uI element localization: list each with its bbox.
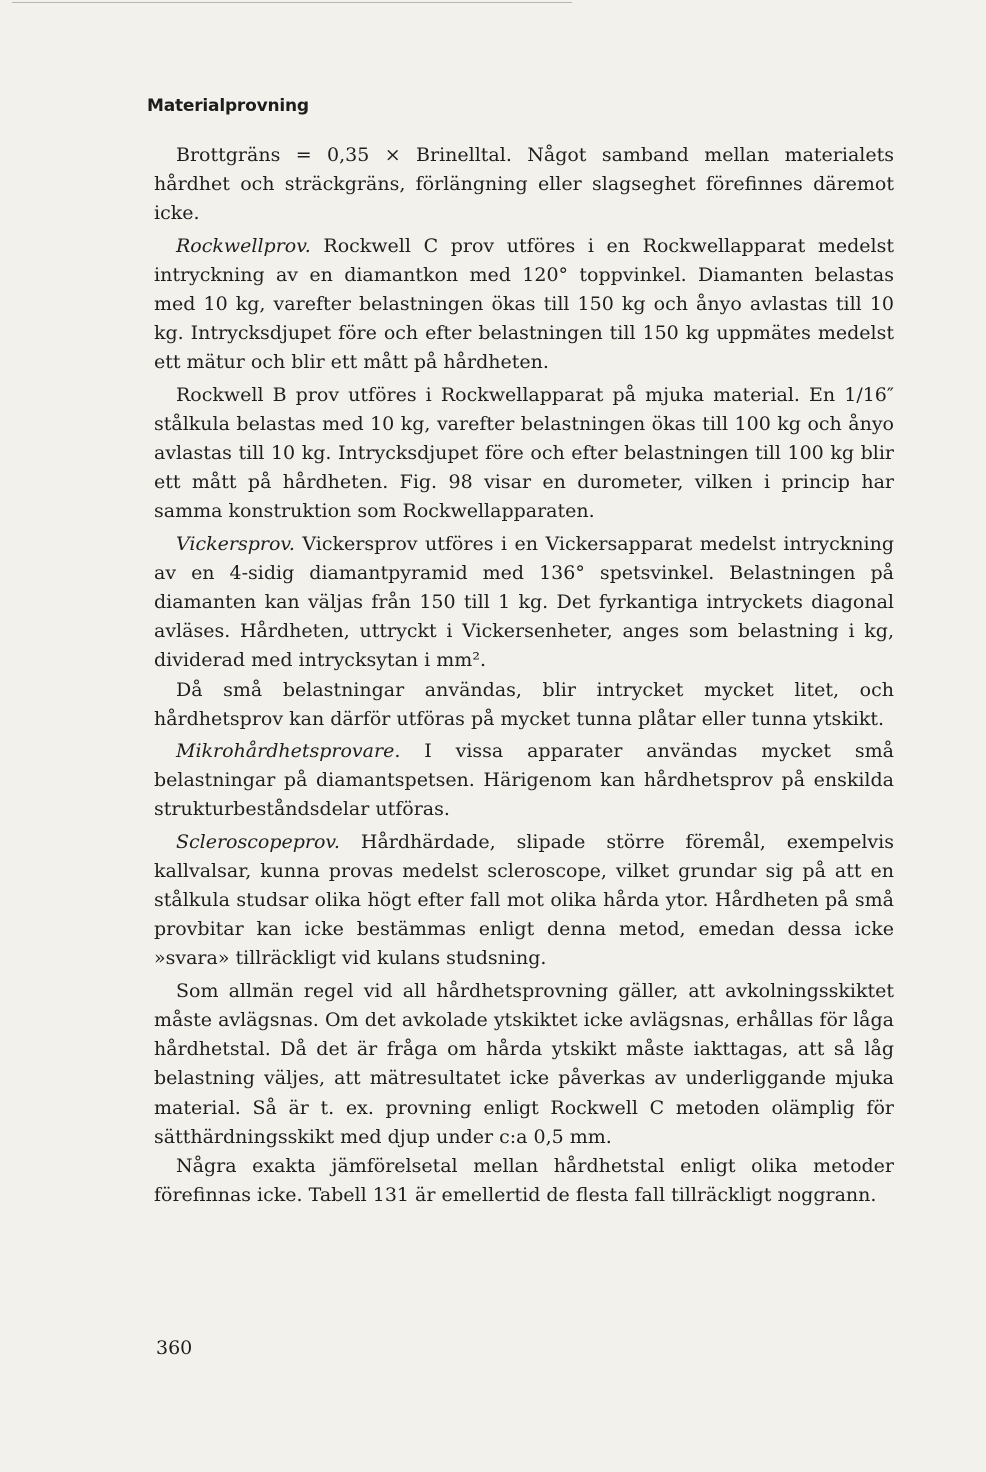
paragraph [154, 737, 894, 825]
paragraph-text: Som allmän regel vid all hårdhetsprovning gäller, att avkolningsskiktet måste avlägsnas. Om det avkolade ytskiktet icke avlägsnas, erhållas för låga hårdhetstal. Då det är fråga om hårda ytskikt måste iakttagas, att så låg belastning väljes, att mätresultatet icke påverkas av underliggande mjuka material. Så är t. ex. provning enligt Rockwell C metoden olämplig för sätthärdningsskikt med djup under c:a 0,5 mm. [154, 979, 894, 1148]
paragraph-lead: Scleroscopeprov. [176, 830, 340, 853]
top-rule [12, 2, 572, 3]
paragraph-text: I vissa apparater användas mycket små belastningar på diamantspetsen. Härigenom kan hårdhetsprov på enskilda strukturbeståndsdelar utföras. [154, 740, 894, 821]
paragraph [154, 381, 894, 527]
paragraph-text: Vickersprov utföres i en Vickersapparat medelst intryckning av en 4-sidig diamantpyramid med 136° spetsvinkel. Belastningen på diamanten kan väljas från 150 till 1 kg. Det fyrkantiga intryckets diagonal avläses. Hårdheten, uttryckt i Vickersenheter, anges som belastning i kg, dividerad med intrycksytan i mm². [154, 532, 894, 672]
paragraph-text: Några exakta jämförelsetal mellan hårdhetstal enligt olika metoder förefinnas icke. Tabell 131 är emellertid de flesta fall tillräckligt noggrann. [154, 1154, 894, 1207]
paragraph [154, 530, 894, 676]
paragraph-text: Hårdhärdade, slipade större föremål, exempelvis kallvalsar, kunna provas medelst scleroscope, vilket grundar sig på att en stålkula studsar olika högt efter fall mot olika hårda ytor. Hårdheten på små provbitar kan icke bestämmas enligt denna metod, emedan dessa icke »svara» tillräckligt vid kulans studsning. [154, 830, 894, 970]
paragraph-text: Rockwell C prov utföres i en Rockwellapparat medelst intryckning av en diamantkon med 120° toppvinkel. Diamanten belastas med 10 kg, varefter belastningen ökas till 150 kg och ånyo avlastas till 10 kg. Intrycksdjupet före och efter belastningen till 150 kg uppmätes medelst ett mätur och blir ett mått på hårdheten. [154, 234, 894, 374]
paragraph [154, 676, 894, 734]
paragraph-text: Då små belastningar användas, blir intrycket mycket litet, och hårdhetsprov kan därför utföras på mycket tunna plåtar eller tunna ytskikt. [154, 678, 894, 730]
paragraph-lead: Rockwellprov. [176, 234, 311, 257]
paragraph [154, 232, 894, 378]
paragraph-text: Rockwell B prov utföres i Rockwellapparat på mjuka material. En 1/16″ stålkula belastas med 10 kg, varefter belastningen ökas till 100 kg och ånyo avlastas till 10 kg. Intrycksdjupet före och efter belastningen till 100 kg blir ett mått på hårdheten. Fig. 98 visar en durometer, vilken i princip har samma konstruktion som Rockwellapparaten. [154, 383, 894, 523]
paragraph-lead: Mikrohårdhetsprovare. [176, 740, 401, 763]
paragraph [154, 828, 894, 974]
running-head: Materialprovning [147, 96, 309, 116]
body-text [154, 141, 894, 1210]
paragraph [154, 1152, 894, 1210]
paragraph [154, 977, 894, 1152]
paragraph [154, 141, 894, 229]
paragraph-text: Brottgräns = 0,35 × Brinelltal. Något samband mellan materialets hårdhet och sträckgräns, förlängning eller slagseghet förefinnes däremot icke. [154, 144, 894, 225]
paragraph-lead: Vickersprov. [176, 532, 295, 555]
page-number: 360 [156, 1337, 193, 1359]
